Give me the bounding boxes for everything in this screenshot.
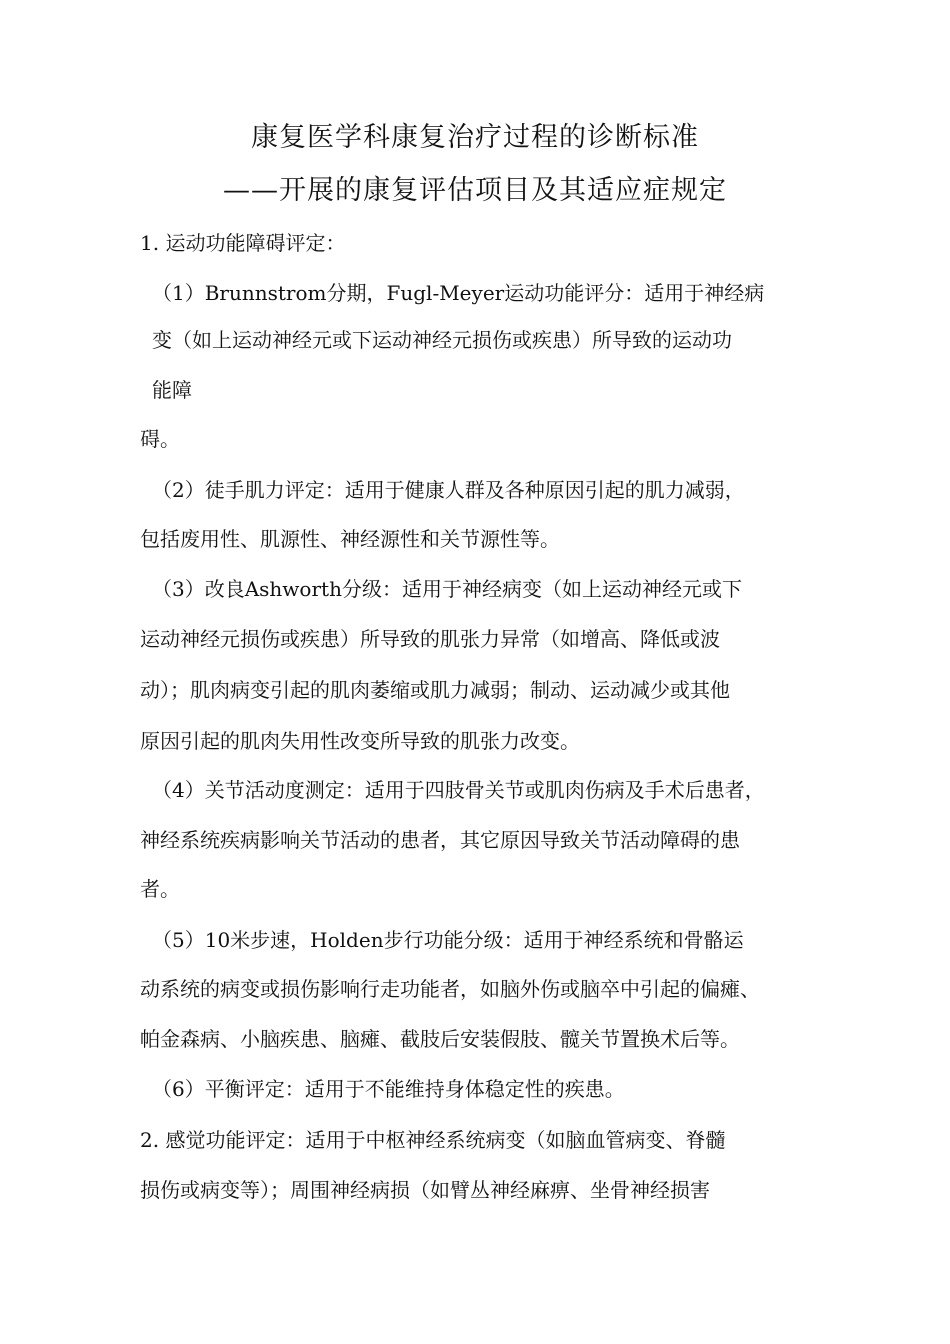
- paragraph-line: （6）平衡评定：适用于不能维持身体稳定性的疾患。: [152, 1077, 625, 1101]
- paragraph-line: 包括废用性、肌源性、神经源性和关节源性等。: [140, 527, 560, 551]
- paragraph-line: 者。: [140, 877, 180, 901]
- paragraph-line: 能障: [152, 378, 192, 402]
- section-heading-motor: 1. 运动功能障碍评定：: [140, 231, 346, 255]
- paragraph-line: 变（如上运动神经元或下运动神经元损伤或疾患）所导致的运动功: [152, 328, 732, 352]
- section-heading-sensory: 2. 感觉功能评定：适用于中枢神经系统病变（如脑血管病变、脊髓: [140, 1128, 726, 1152]
- page-subtitle: ——开展的康复评估项目及其适应症规定: [223, 175, 727, 206]
- paragraph-line: 动系统的病变或损伤影响行走功能者，如脑外伤或脑卒中引起的偏瘫、: [140, 977, 760, 1001]
- paragraph-line: （4）关节活动度测定：适用于四肢骨关节或肌肉伤病及手术后患者，: [152, 778, 765, 802]
- paragraph-line: 碍。: [140, 427, 180, 451]
- paragraph-line: 神经系统疾病影响关节活动的患者，其它原因导致关节活动障碍的患: [140, 828, 740, 852]
- paragraph-line: （1）Brunnstrom分期，Fugl-Meyer运动功能评分：适用于神经病: [152, 281, 765, 305]
- paragraph-line: （5）10米步速，Holden步行功能分级：适用于神经系统和骨骼运: [152, 928, 744, 952]
- paragraph-line: 帕金森病、小脑疾患、脑瘫、截肢后安装假肢、髋关节置换术后等。: [140, 1027, 740, 1051]
- page-title: 康复医学科康复治疗过程的诊断标准: [251, 122, 699, 153]
- paragraph-line: 动）；肌肉病变引起的肌肉萎缩或肌力减弱；制动、运动减少或其他: [140, 678, 730, 702]
- paragraph-line: （2）徒手肌力评定：适用于健康人群及各种原因引起的肌力减弱，: [152, 478, 745, 502]
- paragraph-line: 损伤或病变等）；周围神经病损（如臂丛神经麻痹、坐骨神经损害: [140, 1178, 710, 1202]
- paragraph-line: （3）改良Ashworth分级：适用于神经病变（如上运动神经元或下: [152, 577, 742, 601]
- paragraph-line: 运动神经元损伤或疾患）所导致的肌张力异常（如增高、降低或波: [140, 627, 720, 651]
- paragraph-line: 原因引起的肌肉失用性改变所导致的肌张力改变。: [140, 729, 580, 753]
